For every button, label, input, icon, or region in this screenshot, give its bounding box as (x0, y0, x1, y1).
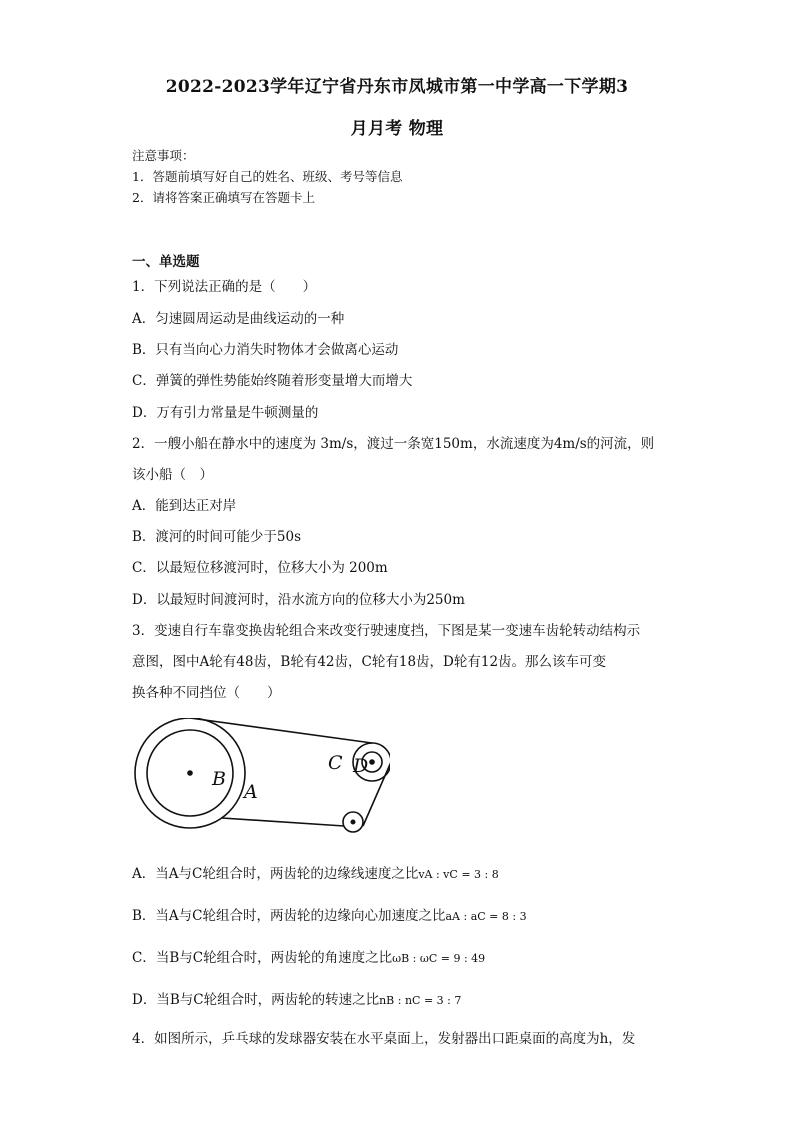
q2-option-d: D．以最短时间渡河时，沿水流方向的位移大小为250m (132, 592, 465, 608)
q3-stem-line2: 意图，图中A轮有48齿，B轮有42齿，C轮有18齿，D轮有12齿。那么该车可变 (132, 654, 607, 670)
q1-stem: 1．下列说法正确的是（ ） (132, 279, 317, 295)
q3-option-a-text: A．当A与C轮组合时，两齿轮的边缘线速度之比 (132, 866, 419, 882)
label-b: B (212, 768, 226, 790)
label-d: D (353, 755, 369, 777)
q3-option-c-formula: ωB : ωC = 9 : 49 (392, 952, 486, 965)
q1-option-c: C．弹簧的弹性势能始终随着形变量增大而增大 (132, 373, 413, 389)
q3-option-c-text: C．当B与C轮组合时，两齿轮的角速度之比 (132, 950, 393, 966)
q3-option-a (132, 862, 499, 882)
q3-option-d (132, 988, 461, 1008)
label-c: C (328, 752, 343, 774)
q1-option-a: A．匀速圆周运动是曲线运动的一种 (132, 311, 345, 327)
section-heading: 一、单选题 (132, 254, 200, 270)
q3-stem-line3: 换各种不同挡位（ ） (132, 685, 281, 701)
q3-stem-line1: 3．变速自行车靠变换齿轮组合来改变行驶速度挡，下图是某一变速车齿轮转动结构示 (132, 623, 641, 639)
q3-option-c (132, 946, 485, 966)
q3-option-a-formula: vA : vC = 3 : 8 (418, 868, 499, 881)
label-a: A (244, 781, 258, 803)
q3-option-b-formula: aA : aC = 8 : 3 (445, 910, 527, 923)
q4-stem-line1: 4．如图所示，乒乓球的发球器安装在水平桌面上，发射器出口距桌面的高度为h，发 (132, 1031, 636, 1047)
q2-option-c: C．以最短位移渡河时，位移大小为 200m (132, 560, 388, 576)
notes-item-2: 2．请将答案正确填写在答题卡上 (132, 190, 315, 205)
notes-heading: 注意事项： (132, 148, 195, 163)
notes-item-1: 1．答题前填写好自己的姓名、班级、考号等信息 (132, 169, 403, 184)
q2-option-a: A．能到达正对岸 (132, 498, 237, 514)
gear-ab-center-dot (187, 770, 193, 776)
q2-stem-line1: 2．一艘小船在静水中的速度为 3m/s，渡过一条宽150m，水流速度为4m/s的河流，则 (132, 436, 655, 452)
q3-option-d-formula: nB : nC = 3 : 7 (379, 994, 462, 1007)
pulley-center-dot (351, 820, 356, 825)
q3-option-d-text: D．当B与C轮组合时，两齿轮的转速之比 (132, 992, 380, 1008)
q3-option-b-text: B．当A与C轮组合时，两齿轮的边缘向心加速度之比 (132, 908, 446, 924)
q2-option-b: B．渡河的时间可能少于50s (132, 529, 302, 545)
q1-option-b: B．只有当向心力消失时物体才会做离心运动 (132, 342, 399, 358)
page-title-line1: 2022-2023学年辽宁省丹东市凤城市第一中学高一下学期3 (165, 77, 629, 97)
gear-diagram (130, 718, 390, 838)
q3-option-b (132, 904, 527, 924)
chain-bottom-line (222, 818, 344, 826)
q1-option-d: D．万有引力常量是牛顿测量的 (132, 405, 319, 421)
page-title-line2: 月月考 物理 (350, 119, 444, 139)
q2-stem-line2: 该小船（ ） (132, 467, 213, 483)
gear-cd-center-dot (369, 759, 375, 765)
